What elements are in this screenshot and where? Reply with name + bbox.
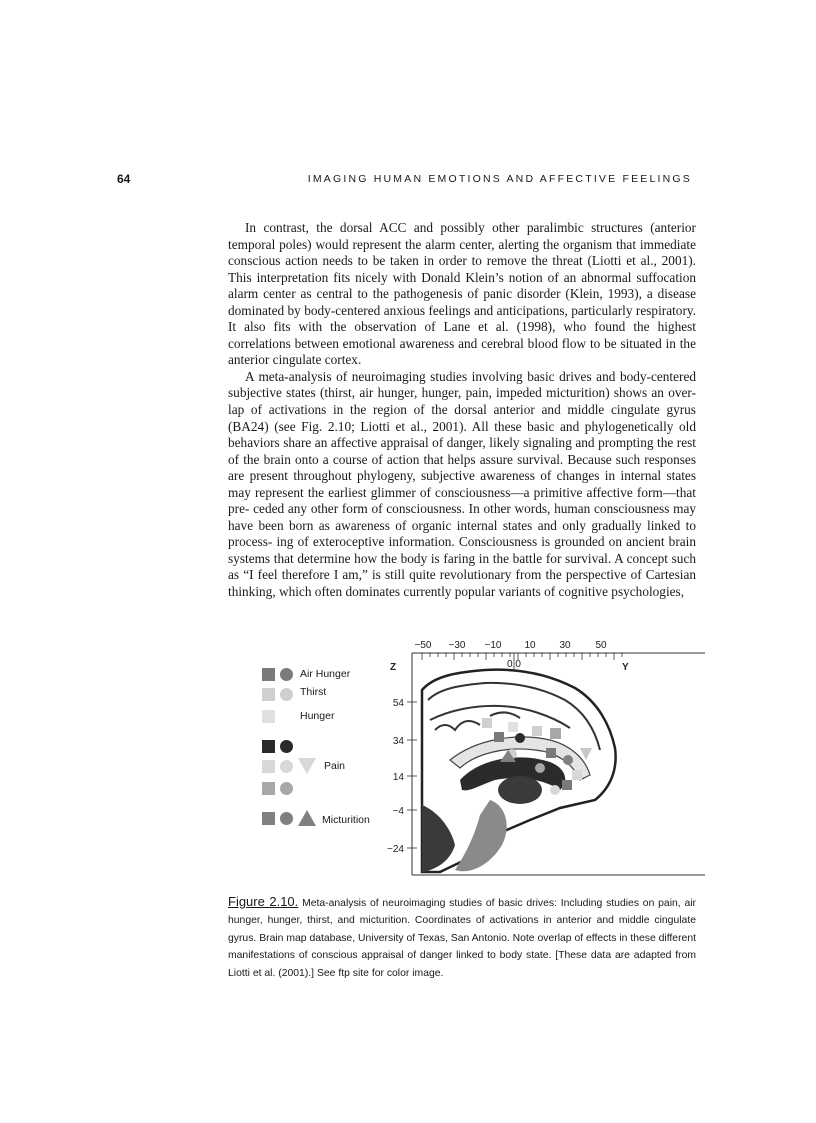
circle-icon xyxy=(280,740,293,753)
figure-caption xyxy=(228,893,696,982)
z-tick-label: −4 xyxy=(392,806,404,817)
legend-label-pain: Pain xyxy=(324,760,346,772)
legend-row-pain-light xyxy=(262,758,382,776)
z-tick-label: 34 xyxy=(392,736,404,747)
caption-text: Meta-analysis of neuroimaging studies of basic drives: Including studies on pain, air hunger, hunger, thirst, and micturition. Coordinates of activations in anterior and middle cingulate gyrus. Brain map database, University of Texas, San Antonio. Note overlap of effects in these different manifestations of conscious appraisal of danger linked to body state. [These data are adapted from Liotti et al. (2001).] See ftp site for color image. xyxy=(228,898,696,979)
legend-row-thirst xyxy=(262,686,382,702)
circle-icon xyxy=(280,760,293,773)
paragraph-1: In contrast, the dorsal ACC and possibly other paralimbic structures (anterior temporal poles) would represent the alarm center, alerting the organism that immediate conscious action needs to be taken in order to remove the threat (Liotti et al., 2001). This interpretation fits nicely with Donald Klein’s notion of an abnormal suffocation alarm center as central to the pathogenesis of panic disorder (Klein, 1993), a disease dominated by body-centered anxious feelings and anticipations, particularly respiratory. It also fits with the observation of Lane et al. (1998), who found the highest correlations between emotional awareness and cerebral blood flow to be situated in the anterior cingulate cortex. xyxy=(228,220,696,368)
legend-label-air-hunger: Air Hunger xyxy=(300,668,351,680)
paragraph-2: A meta-analysis of neuroimaging studies involving basic drives and body-centered subjective states (thirst, air hunger, hunger, pain, impeded micturition) shows an over- lap of activations in the region of the dorsal anterior and middle cingulate gyrus (BA24) (see Fig. 2.10; Liotti et al., 2001). All these basic and phylogenetically old behaviors share an affective appraisal of danger, likely signaling and prompting the rest of the brain onto a course of action that helps assure survival. Because such responses are present throughout phylogeny, subjective awareness of changes in internal states may represent the earliest glimmer of consciousness—a primitive affective form—that pre- ceded any other form of consciousness. In other words, human consciousness may have been born as awareness of organic internal states and only gradually linked to process- ing of exteroceptive information. Consciousness is grounded on ancient brain systems that determine how the body is faring in the battle for survival. A concept such as “I feel therefore I am,” is still quite revolutionary from the perspective of Cartesian thinking, which often dominates currently popular variants of cognitive psychologies, xyxy=(228,368,696,600)
circle-icon xyxy=(280,782,293,795)
z-tick-label: −24 xyxy=(387,844,404,855)
circle-icon xyxy=(280,668,293,681)
top-axis-ticks xyxy=(422,653,622,660)
circle-icon xyxy=(280,812,293,825)
body-text xyxy=(228,220,696,601)
triangle-down-icon xyxy=(298,758,316,774)
running-title: IMAGING HUMAN EMOTIONS AND AFFECTIVE FEELINGS xyxy=(307,173,692,185)
legend-label-hunger: Hunger xyxy=(300,710,335,722)
x-tick-label: 30 xyxy=(559,640,571,651)
cerebellum xyxy=(422,805,455,872)
x-tick-label: −10 xyxy=(484,640,502,651)
square-icon xyxy=(262,782,275,795)
triangle-up-icon xyxy=(298,810,316,826)
zero-label: 0.0 xyxy=(507,659,521,670)
y-axis-label: Y xyxy=(622,662,629,673)
legend-row-pain-mid xyxy=(262,780,382,796)
z-tick-label: 14 xyxy=(392,772,404,783)
x-tick-label: 50 xyxy=(595,640,607,651)
brainstem xyxy=(455,800,507,871)
thalamus xyxy=(498,776,542,804)
legend-row-pain-dark xyxy=(262,738,382,754)
x-tick-label: −50 xyxy=(414,640,432,651)
square-icon xyxy=(262,688,275,701)
circle-icon xyxy=(280,688,293,701)
legend-row-air-hunger xyxy=(262,666,382,682)
figure-label: Figure 2.10. xyxy=(228,894,299,909)
square-icon xyxy=(262,668,275,681)
legend-row-micturition xyxy=(262,810,382,828)
legend-row-hunger xyxy=(262,708,382,724)
square-icon xyxy=(262,812,275,825)
z-axis-label: Z xyxy=(390,662,397,673)
square-icon xyxy=(262,760,275,773)
legend-label-thirst: Thirst xyxy=(300,686,327,698)
square-icon xyxy=(262,740,275,753)
x-tick-label: 10 xyxy=(524,640,536,651)
square-icon xyxy=(262,710,275,723)
z-tick-label: 54 xyxy=(392,698,404,709)
legend-label-micturition: Micturition xyxy=(322,814,370,826)
page-number: 64 xyxy=(117,172,131,186)
x-tick-label: −30 xyxy=(448,640,466,651)
